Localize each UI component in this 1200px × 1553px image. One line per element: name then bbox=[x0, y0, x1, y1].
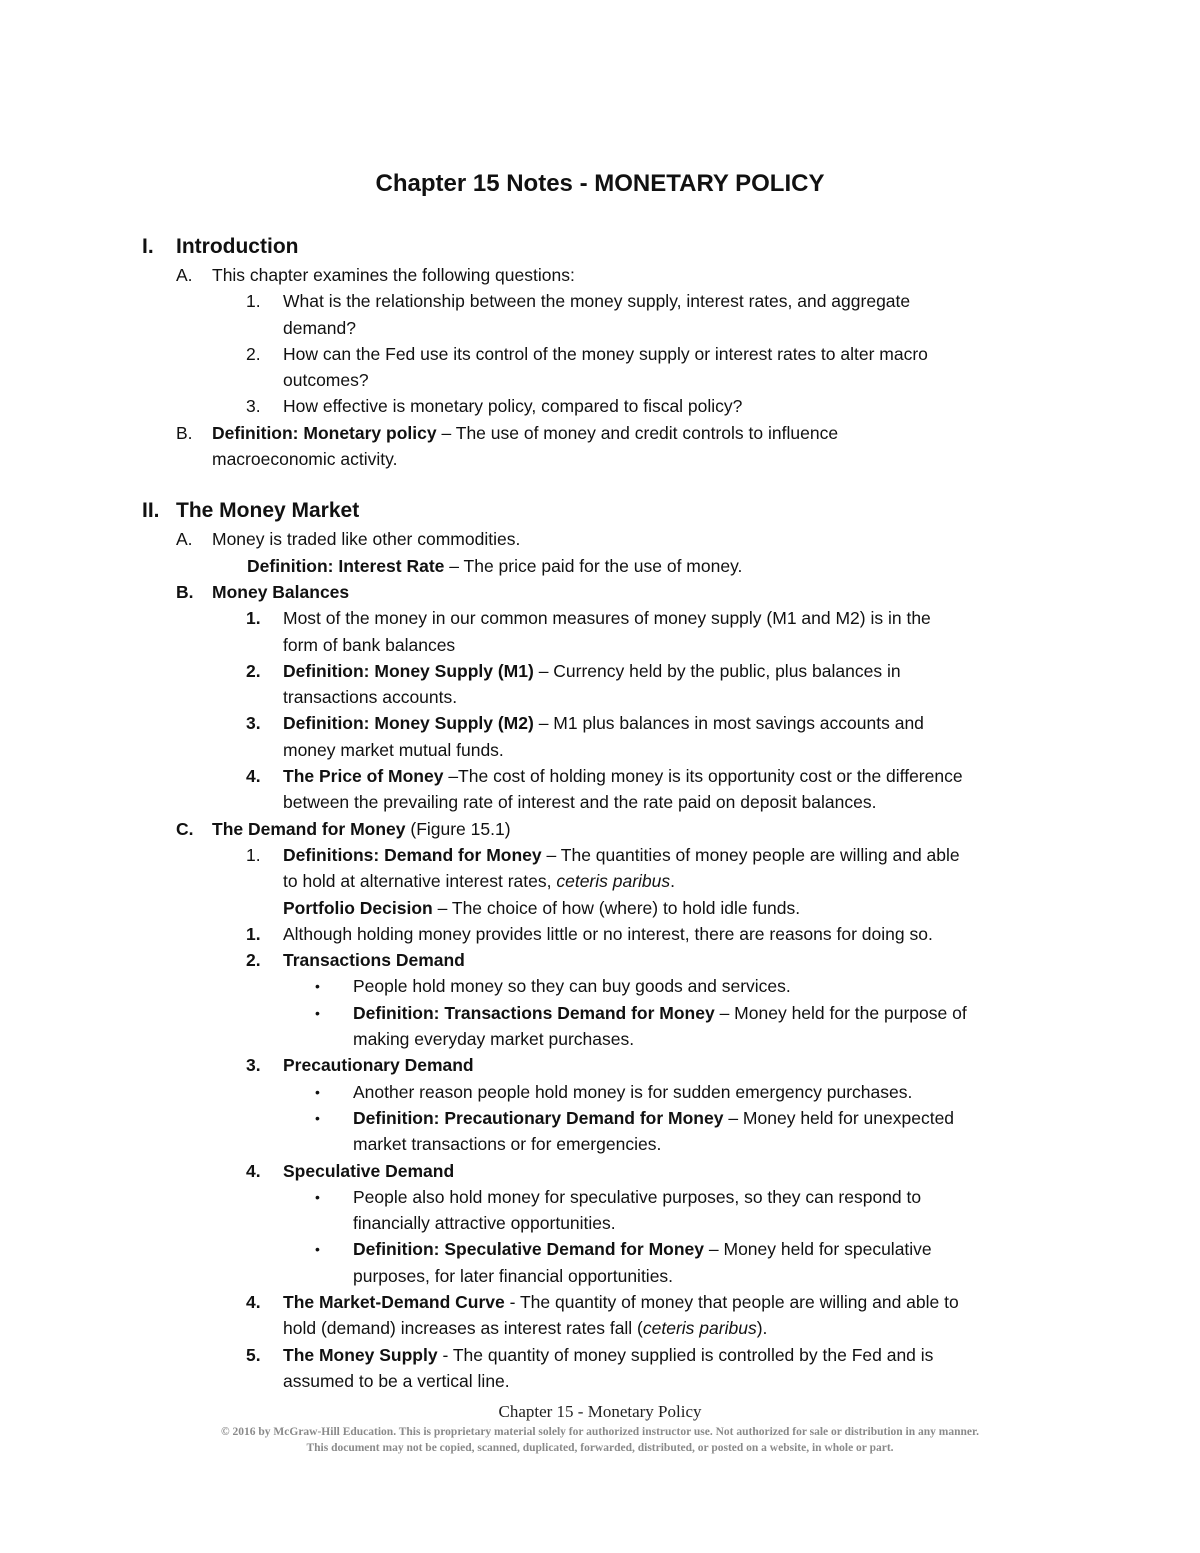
section-title: Introduction bbox=[176, 235, 299, 258]
page-title: Chapter 15 Notes - MONETARY POLICY bbox=[375, 170, 825, 197]
bullet-item-continuation: financially attractive opportunities. bbox=[353, 1213, 616, 1234]
list-item: 1. Although holding money provides little or no interest, there are reasons for doing so. bbox=[246, 923, 933, 944]
list-item: 4. The Market-Demand Curve - The quantity of money that people are willing and able to bbox=[246, 1291, 959, 1312]
bullet-item: • People also hold money for speculative purposes, so they can respond to bbox=[0, 1184, 1200, 1210]
list-item: 4. The Price of Money –The cost of holding money is its opportunity cost or the difference bbox=[246, 766, 963, 787]
list-item-continuation: form of bank balances bbox=[283, 634, 456, 655]
section-title: The Money Market bbox=[176, 499, 360, 523]
list-item-continuation: transactions accounts. bbox=[283, 687, 458, 708]
list-item-continuation: macroeconomic activity. bbox=[212, 449, 398, 470]
bullet-item-continuation: purposes, for later financial opportunities. bbox=[353, 1265, 674, 1286]
list-item-continuation: hold (demand) increases as interest rates fall (ceteris paribus). bbox=[283, 1318, 768, 1339]
bullet-icon: • bbox=[315, 1109, 320, 1126]
list-item: A. Money is traded like other commodities. bbox=[176, 529, 521, 550]
bullet-icon: • bbox=[315, 978, 320, 995]
section-heading-introduction bbox=[0, 232, 1200, 262]
bullet-item: • Definition: Transactions Demand for Money – Money held for the purpose of bbox=[0, 1000, 1200, 1026]
bullet-item: • Another reason people hold money is for sudden emergency purchases. bbox=[0, 1079, 1200, 1105]
list-item: 1. Definitions: Demand for Money – The quantities of money people are willing and able bbox=[246, 844, 960, 865]
bullet-icon: • bbox=[315, 1188, 320, 1205]
list-item-continuation: outcomes? bbox=[283, 370, 369, 391]
list-item-continuation: assumed to be a vertical line. bbox=[283, 1370, 510, 1391]
footer-copyright: © 2016 by McGraw-Hill Education. This is proprietary material solely for authorized instructor use. Not authorized for sale or distribution in any manner. bbox=[221, 1426, 979, 1438]
bullet-item: • People hold money so they can buy goods and services. bbox=[0, 973, 1200, 999]
list-item: 5. The Money Supply - The quantity of money supplied is controlled by the Fed and is bbox=[246, 1344, 934, 1365]
list-item: 2. How can the Fed use its control of the money supply or interest rates to alter macro bbox=[246, 343, 928, 364]
footer-notice: This document may not be copied, scanned, duplicated, forwarded, distributed, or posted on a website, in whole or part. bbox=[306, 1442, 894, 1454]
list-item: 3. Precautionary Demand bbox=[246, 1055, 474, 1076]
list-item: 1. Most of the money in our common measures of money supply (M1 and M2) is in the bbox=[246, 608, 931, 629]
bullet-item-continuation: making everyday market purchases. bbox=[353, 1029, 635, 1050]
bullet-icon: • bbox=[315, 1083, 320, 1100]
bullet-item: • Definition: Precautionary Demand for Money – Money held for unexpected bbox=[0, 1105, 1200, 1131]
definition-line: Portfolio Decision – The choice of how (where) to hold idle funds. bbox=[283, 897, 801, 918]
list-item: 2. Definition: Money Supply (M1) – Currency held by the public, plus balances in bbox=[246, 660, 901, 681]
section-number: II. bbox=[142, 499, 160, 523]
list-item-continuation: money market mutual funds. bbox=[283, 739, 504, 760]
section-heading-money-market bbox=[0, 496, 1200, 526]
list-item: B. Definition: Monetary policy – The use of money and credit controls to influence bbox=[176, 422, 839, 443]
list-item: 2. Transactions Demand bbox=[246, 950, 465, 971]
list-item: A. This chapter examines the following questions: bbox=[176, 265, 575, 285]
bullet-item: • Definition: Speculative Demand for Money – Money held for speculative bbox=[0, 1236, 1200, 1262]
bullet-icon: • bbox=[315, 1004, 320, 1021]
list-item: 3. How effective is monetary policy, compared to fiscal policy? bbox=[246, 396, 743, 417]
page-footer bbox=[0, 1400, 1200, 1456]
list-item-continuation: to hold at alternative interest rates, ceteris paribus. bbox=[283, 871, 676, 892]
list-item: 4. Speculative Demand bbox=[246, 1160, 455, 1181]
list-item-continuation: demand? bbox=[283, 317, 356, 338]
list-item: C. The Demand for Money (Figure 15.1) bbox=[176, 818, 511, 839]
list-item: 3. Definition: Money Supply (M2) – M1 plus balances in most savings accounts and bbox=[246, 713, 924, 734]
bullet-item-continuation: market transactions or for emergencies. bbox=[353, 1134, 662, 1155]
definition-line: Definition: Interest Rate – The price paid for the use of money. bbox=[247, 555, 743, 576]
footer-chapter-title: Chapter 15 - Monetary Policy bbox=[498, 1402, 702, 1421]
bullet-icon: • bbox=[315, 1241, 320, 1258]
list-item-continuation: between the prevailing rate of interest and the rate paid on deposit balances. bbox=[283, 792, 877, 813]
document-body bbox=[0, 232, 1200, 1394]
list-item: B. Money Balances bbox=[176, 581, 350, 602]
list-item: 1. What is the relationship between the money supply, interest rates, and aggregate bbox=[246, 291, 911, 312]
section-number: I. bbox=[142, 235, 154, 258]
